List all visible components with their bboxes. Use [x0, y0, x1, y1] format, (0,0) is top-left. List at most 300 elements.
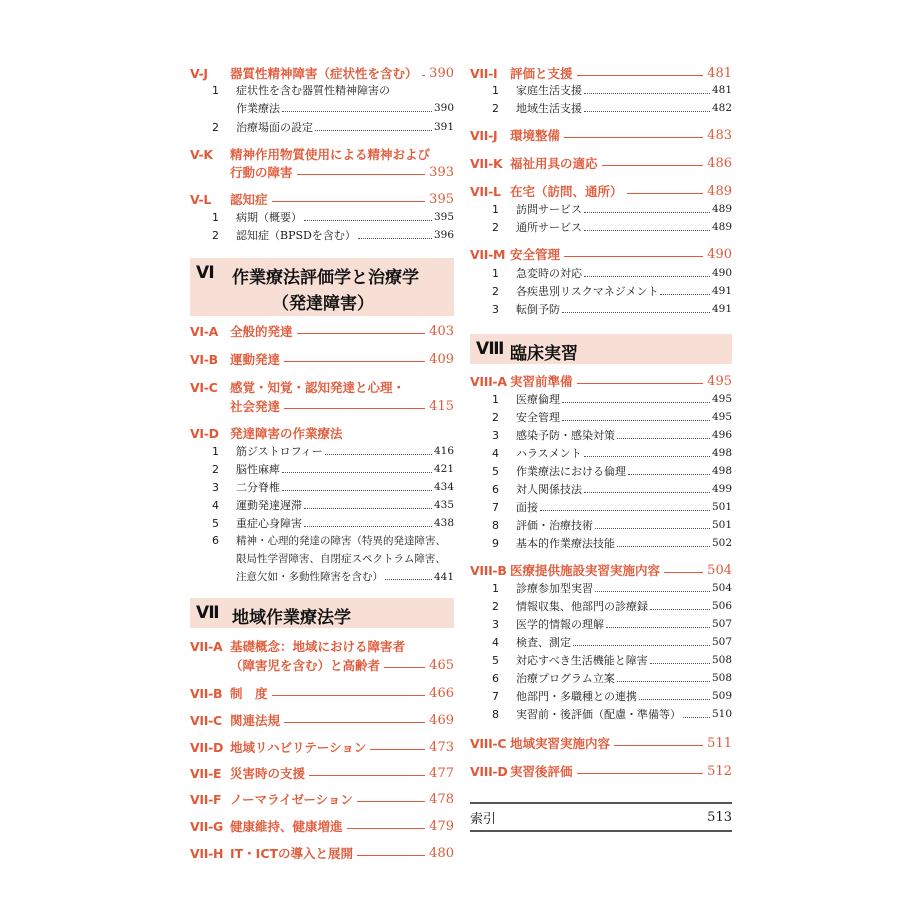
toc-item-continued[interactable]: [212, 569, 454, 584]
dot-leader: [282, 111, 432, 112]
item-page: 482: [711, 102, 732, 114]
toc-item[interactable]: [492, 445, 732, 461]
leader-line: [284, 361, 425, 362]
toc-item[interactable]: [492, 100, 732, 116]
dot-leader: [617, 438, 710, 439]
toc-section-viif[interactable]: [190, 790, 454, 808]
item-label: 家庭生活支援: [516, 84, 582, 97]
item-label: 筋ジストロフィー: [236, 445, 323, 458]
chapter-heading-7[interactable]: [190, 598, 454, 628]
chapter-subtitle: （発達障害）: [272, 294, 374, 314]
section-page: 403: [429, 323, 454, 339]
item-label: 評価・治療技術: [516, 519, 593, 532]
toc-item[interactable]: [492, 706, 732, 722]
toc-section-viii-c[interactable]: [470, 734, 732, 752]
chapter-number: Ⅶ: [196, 603, 220, 623]
item-label: 認知症（BPSDを含む）: [236, 229, 356, 242]
item-label: 安全管理: [516, 411, 560, 424]
item-page: 489: [711, 221, 732, 233]
item-number: 3: [492, 302, 499, 316]
item-label: 症状性を含む器質性精神障害の: [236, 84, 390, 97]
section-code: VII-C: [190, 712, 222, 728]
section-page: 511: [707, 735, 732, 751]
item-label: 基本的作業療法技能: [516, 537, 615, 550]
toc-section-viid[interactable]: [190, 738, 454, 756]
section-code: VII-I: [470, 65, 498, 81]
dot-leader: [358, 238, 432, 239]
leader-line: [297, 174, 426, 175]
item-page: 396: [433, 229, 454, 241]
section-page: 478: [429, 791, 454, 807]
item-number: 1: [492, 83, 499, 97]
chapter-heading-8[interactable]: [470, 334, 732, 364]
item-page: 421: [433, 463, 454, 475]
section-page: 395: [429, 191, 454, 207]
dot-leader: [282, 472, 432, 473]
item-number: 5: [492, 653, 499, 667]
section-title: IT・ICTの導入と展開: [230, 846, 354, 861]
section-page: 466: [429, 685, 454, 701]
toc-section-viig[interactable]: [190, 817, 454, 835]
toc-section-vib[interactable]: [190, 350, 454, 368]
section-title: （障害児を含む）と高齢者: [230, 658, 381, 673]
item-page: 441: [433, 570, 454, 583]
item-label: ハラスメント: [516, 447, 582, 460]
section-title: 発達障害の作業療法: [230, 426, 343, 441]
toc-section-vii-i[interactable]: [470, 64, 732, 82]
toc-item[interactable]: [492, 634, 732, 650]
item-page: 508: [711, 672, 732, 684]
section-title: 運動発達: [230, 352, 281, 367]
leader-line: [284, 408, 425, 409]
item-page: 498: [711, 465, 732, 477]
item-page: 495: [711, 393, 732, 405]
section-title: 器質性精神障害（症状性を含む）: [230, 66, 418, 81]
item-label: 地域生活支援: [516, 102, 582, 115]
index-page: 513: [707, 809, 732, 825]
item-page: 501: [711, 501, 732, 513]
item-number: 1: [492, 202, 499, 216]
item-page: 481: [711, 84, 732, 96]
section-code: VII-J: [470, 127, 498, 143]
toc-item[interactable]: [492, 688, 732, 704]
item-label: 医療倫理: [516, 393, 560, 406]
leader-line: [602, 165, 704, 166]
dot-leader: [282, 490, 432, 491]
item-number: 2: [492, 410, 499, 424]
dot-leader: [584, 492, 710, 493]
dot-leader: [584, 93, 710, 94]
item-label: 診療参加型実習: [516, 582, 593, 595]
item-page: 498: [711, 447, 732, 459]
toc-section-vid[interactable]: [190, 424, 454, 442]
section-code: VI-C: [190, 379, 218, 395]
toc-item[interactable]: [492, 616, 732, 632]
item-number: 3: [492, 428, 499, 442]
toc-item[interactable]: [492, 670, 732, 686]
item-label: 作業療法における倫理: [516, 465, 626, 478]
dot-leader: [304, 526, 432, 527]
toc-item[interactable]: [492, 391, 732, 407]
item-number: 2: [212, 462, 219, 476]
dot-leader: [650, 663, 710, 664]
section-page: 465: [429, 657, 454, 673]
toc-item[interactable]: [212, 479, 454, 495]
toc-section-vk[interactable]: [190, 145, 454, 163]
leader-line: [577, 383, 704, 384]
dot-leader: [562, 420, 710, 421]
dot-leader: [562, 312, 710, 313]
item-label: 通所サービス: [516, 221, 582, 234]
item-label: 作業療法: [236, 102, 280, 115]
section-page: 393: [429, 164, 454, 180]
item-number: 2: [492, 220, 499, 234]
item-label: 治療プログラム立案: [516, 672, 615, 685]
item-page: 489: [711, 203, 732, 215]
leader-line: [422, 75, 426, 76]
toc-item[interactable]: [492, 427, 732, 443]
item-label: 限局性学習障害、自閉症スペクトラム障害、: [236, 553, 446, 565]
section-title: 基礎概念：地域における障害者: [230, 639, 406, 654]
item-label: 医学的情報の理解: [516, 618, 604, 631]
item-page: 395: [433, 211, 454, 223]
item-number: 8: [492, 707, 499, 721]
toc-item[interactable]: [492, 265, 732, 281]
item-label: 脳性麻痺: [236, 463, 280, 476]
item-page: 434: [433, 481, 454, 493]
toc-item[interactable]: [492, 301, 732, 317]
chapter-title: 地域作業療法学: [232, 608, 351, 628]
toc-item-continued[interactable]: [212, 100, 454, 116]
section-code: VII-F: [190, 791, 222, 807]
item-label: 感染予防・感染対策: [516, 429, 615, 442]
toc-item[interactable]: [492, 463, 732, 479]
item-number: 7: [492, 689, 499, 703]
dot-leader: [595, 591, 710, 592]
item-page: 509: [711, 690, 732, 702]
item-number: 6: [492, 482, 499, 496]
item-number: 1: [212, 444, 219, 458]
section-title: 地域実習実施内容: [510, 736, 611, 751]
section-page: 409: [429, 351, 454, 367]
section-page: 469: [429, 712, 454, 728]
section-title: 安全管理: [510, 247, 561, 262]
section-title: ノーマライゼーション: [230, 792, 353, 807]
item-number: 3: [212, 480, 219, 494]
section-code: VII-B: [190, 685, 223, 701]
item-label: 実習前・後評価（配慮・準備等）: [516, 708, 681, 721]
section-code: VIII-C: [470, 735, 507, 751]
section-title: 医療提供施設実習実施内容: [510, 563, 661, 578]
item-page: 391: [433, 121, 454, 133]
chapter-title: 臨床実習: [510, 344, 578, 364]
item-page: 499: [711, 483, 732, 495]
dot-leader: [628, 474, 710, 475]
item-number: 8: [492, 518, 499, 532]
section-code: VII-L: [470, 183, 501, 199]
section-title: 実習後評価: [510, 764, 573, 779]
item-page: 507: [711, 618, 732, 630]
leader-line: [614, 745, 703, 746]
leader-line: [627, 193, 704, 194]
section-title: 関連法規: [230, 713, 281, 728]
item-page: 504: [711, 582, 732, 594]
toc-item[interactable]: [212, 227, 454, 243]
chapter-number: Ⅷ: [476, 339, 505, 359]
leader-line: [370, 749, 425, 750]
item-page: 491: [711, 303, 732, 315]
toc-item[interactable]: [212, 533, 454, 548]
chapter-number: Ⅵ: [196, 263, 215, 283]
item-number: 4: [492, 635, 499, 649]
toc-item[interactable]: [492, 652, 732, 668]
section-code: VI-D: [190, 425, 219, 441]
item-label: 精神・心理的発達の障害（特異的発達障害、: [236, 535, 446, 547]
section-page: 473: [429, 739, 454, 755]
section-title: 認知症: [230, 192, 268, 207]
dot-leader: [617, 681, 710, 682]
dot-leader: [660, 294, 710, 295]
item-number: 5: [212, 516, 219, 530]
item-page: 506: [711, 600, 732, 612]
item-number: 6: [492, 671, 499, 685]
toc-section-vk-continued[interactable]: [230, 163, 454, 181]
toc-item[interactable]: [212, 82, 454, 98]
section-code: VI-B: [190, 351, 218, 367]
item-page: 501: [711, 519, 732, 531]
section-title: 感覚・知覚・認知発達と心理・: [230, 380, 406, 395]
leader-line: [564, 137, 703, 138]
item-page: 390: [433, 102, 454, 114]
leader-line: [309, 775, 425, 776]
item-number: 1: [492, 266, 499, 280]
toc-section-viic[interactable]: [190, 711, 454, 729]
section-page: 483: [707, 127, 732, 143]
item-label: 面接: [516, 501, 538, 514]
section-page: 479: [429, 818, 454, 834]
dot-leader: [325, 454, 432, 455]
toc-item[interactable]: [492, 219, 732, 235]
toc-section-vii-m[interactable]: [470, 245, 732, 263]
item-number: 1: [492, 392, 499, 406]
section-code: VI-A: [190, 323, 218, 339]
item-number: 5: [492, 464, 499, 478]
toc-section-viib[interactable]: [190, 684, 454, 702]
section-page: 504: [707, 562, 732, 578]
section-title: 社会発達: [230, 399, 281, 414]
item-label: 二分脊椎: [236, 481, 280, 494]
dot-leader: [584, 456, 710, 457]
toc-section-viie[interactable]: [190, 764, 454, 782]
section-page: 490: [707, 246, 732, 262]
section-title: 福祉用具の適応: [510, 156, 598, 171]
toc-section-viii-d[interactable]: [470, 762, 732, 780]
toc-item[interactable]: [492, 580, 732, 596]
item-label: 治療場面の設定: [236, 121, 313, 134]
toc-section-vii-l[interactable]: [470, 182, 732, 200]
dot-leader: [606, 627, 710, 628]
toc-item-continued[interactable]: [212, 551, 454, 566]
toc-section-viia[interactable]: [190, 637, 454, 655]
item-page: 435: [433, 499, 454, 511]
section-title: 在宅（訪問、通所）: [510, 184, 623, 199]
item-number: 2: [492, 599, 499, 613]
item-label: 対人関係技法: [516, 483, 582, 496]
item-label: 検査、測定: [516, 636, 571, 649]
section-title: 精神作用物質使用による精神および: [230, 147, 431, 162]
item-number: 9: [492, 536, 499, 550]
dot-leader: [304, 508, 432, 509]
section-title: 行動の障害: [230, 165, 293, 180]
chapter-heading-6[interactable]: [190, 258, 454, 316]
leader-line: [297, 333, 426, 334]
toc-item[interactable]: [492, 535, 732, 551]
item-label: 急変時の対応: [516, 267, 582, 280]
item-page: 496: [711, 429, 732, 441]
toc-section-vii-j[interactable]: [470, 126, 732, 144]
section-code: VII-E: [190, 765, 222, 781]
item-number: 2: [492, 101, 499, 115]
leader-line: [357, 801, 425, 802]
toc-section-vj[interactable]: [190, 64, 454, 82]
dot-leader: [573, 645, 710, 646]
dot-leader: [562, 402, 710, 403]
item-page: 510: [711, 708, 732, 720]
item-page: 490: [711, 267, 732, 279]
section-page: 480: [429, 845, 454, 861]
item-label: 病期（概要）: [236, 211, 302, 224]
toc-item[interactable]: [212, 515, 454, 531]
toc-section-viii-a[interactable]: [470, 372, 732, 390]
toc-item[interactable]: [212, 209, 454, 225]
item-page: 507: [711, 636, 732, 648]
item-label: 運動発達遅滞: [236, 499, 302, 512]
dot-leader: [315, 130, 432, 131]
item-number: 1: [212, 210, 219, 224]
toc-item[interactable]: [492, 481, 732, 497]
leader-line: [664, 572, 703, 573]
toc-section-vic[interactable]: [190, 378, 454, 396]
toc-index[interactable]: [470, 802, 732, 832]
dot-leader: [595, 528, 710, 529]
section-code: V-L: [190, 191, 212, 207]
toc-item[interactable]: [492, 517, 732, 533]
section-page: 390: [429, 65, 454, 81]
item-label: 情報収集、他部門の診療録: [516, 600, 648, 613]
leader-line: [357, 855, 425, 856]
item-page: 502: [711, 537, 732, 549]
dot-leader: [540, 510, 710, 511]
section-page: 489: [707, 183, 732, 199]
toc-item[interactable]: [492, 499, 732, 515]
section-code: V-K: [190, 146, 213, 162]
dot-leader: [650, 609, 710, 610]
section-title: 地域リハビリテーション: [230, 740, 367, 755]
toc-section-vic-continued[interactable]: [230, 397, 454, 415]
item-label: 対応すべき生活機能と障害: [516, 654, 648, 667]
section-page: 486: [707, 155, 732, 171]
item-number: 2: [492, 284, 499, 298]
section-title: 制 度: [230, 686, 268, 701]
dot-leader: [584, 111, 710, 112]
toc-item[interactable]: [492, 598, 732, 614]
toc-section-viii-b[interactable]: [470, 561, 732, 579]
toc-section-viih[interactable]: [190, 844, 454, 862]
leader-line: [577, 773, 704, 774]
chapter-title: 作業療法評価学と治療学: [232, 268, 419, 288]
leader-line: [347, 828, 426, 829]
toc-item[interactable]: [212, 497, 454, 513]
toc-item[interactable]: [492, 409, 732, 425]
leader-line: [284, 722, 425, 723]
dot-leader: [385, 579, 432, 580]
item-page: 438: [433, 517, 454, 529]
item-number: 4: [212, 498, 219, 512]
toc-item[interactable]: [492, 201, 732, 217]
item-label: 注意欠如・多動性障害を含む）: [236, 571, 383, 583]
section-title: 全般的発達: [230, 324, 293, 339]
dot-leader: [584, 212, 710, 213]
dot-leader: [617, 546, 710, 547]
dot-leader: [683, 717, 710, 718]
item-number: 4: [492, 446, 499, 460]
item-page: 416: [433, 445, 454, 457]
section-title: 評価と支援: [510, 66, 573, 81]
dot-leader: [584, 276, 710, 277]
toc-section-via[interactable]: [190, 322, 454, 340]
section-code: V-J: [190, 65, 208, 81]
section-page: 512: [707, 763, 732, 779]
item-label: 他部門・多職種との連携: [516, 690, 637, 703]
leader-line: [272, 201, 426, 202]
section-code: VII-A: [190, 638, 223, 654]
dot-leader: [304, 220, 432, 221]
toc-section-vii-k[interactable]: [470, 154, 732, 172]
item-page: 508: [711, 654, 732, 666]
section-page: 477: [429, 765, 454, 781]
section-page: 495: [707, 373, 732, 389]
dot-leader: [584, 230, 710, 231]
section-code: VII-K: [470, 155, 503, 171]
section-page: 415: [429, 398, 454, 414]
item-label: 重症心身障害: [236, 517, 302, 530]
dot-leader: [639, 699, 710, 700]
section-title: 災害時の支援: [230, 766, 306, 781]
leader-line: [577, 75, 704, 76]
item-number: 1: [212, 83, 219, 97]
section-title: 健康維持、健康増進: [230, 819, 343, 834]
toc-item[interactable]: [212, 443, 454, 459]
section-code: VII-G: [190, 818, 223, 834]
section-title: 環境整備: [510, 128, 561, 143]
leader-line: [272, 695, 426, 696]
toc-section-vl[interactable]: [190, 190, 454, 208]
item-page: 491: [711, 285, 732, 297]
section-title: 実習前準備: [510, 374, 573, 389]
toc-item[interactable]: [212, 461, 454, 477]
toc-item[interactable]: [492, 283, 732, 299]
section-code: VIII-A: [470, 373, 507, 389]
toc-section-viia-continued[interactable]: [230, 656, 454, 674]
section-code: VII-D: [190, 739, 224, 755]
item-label: 転倒予防: [516, 303, 560, 316]
toc-item[interactable]: [492, 82, 732, 98]
item-label: 訪問サービス: [516, 203, 582, 216]
toc-item[interactable]: [212, 119, 454, 135]
item-number: 6: [212, 534, 219, 547]
item-number: 2: [212, 228, 219, 242]
leader-line: [564, 256, 703, 257]
